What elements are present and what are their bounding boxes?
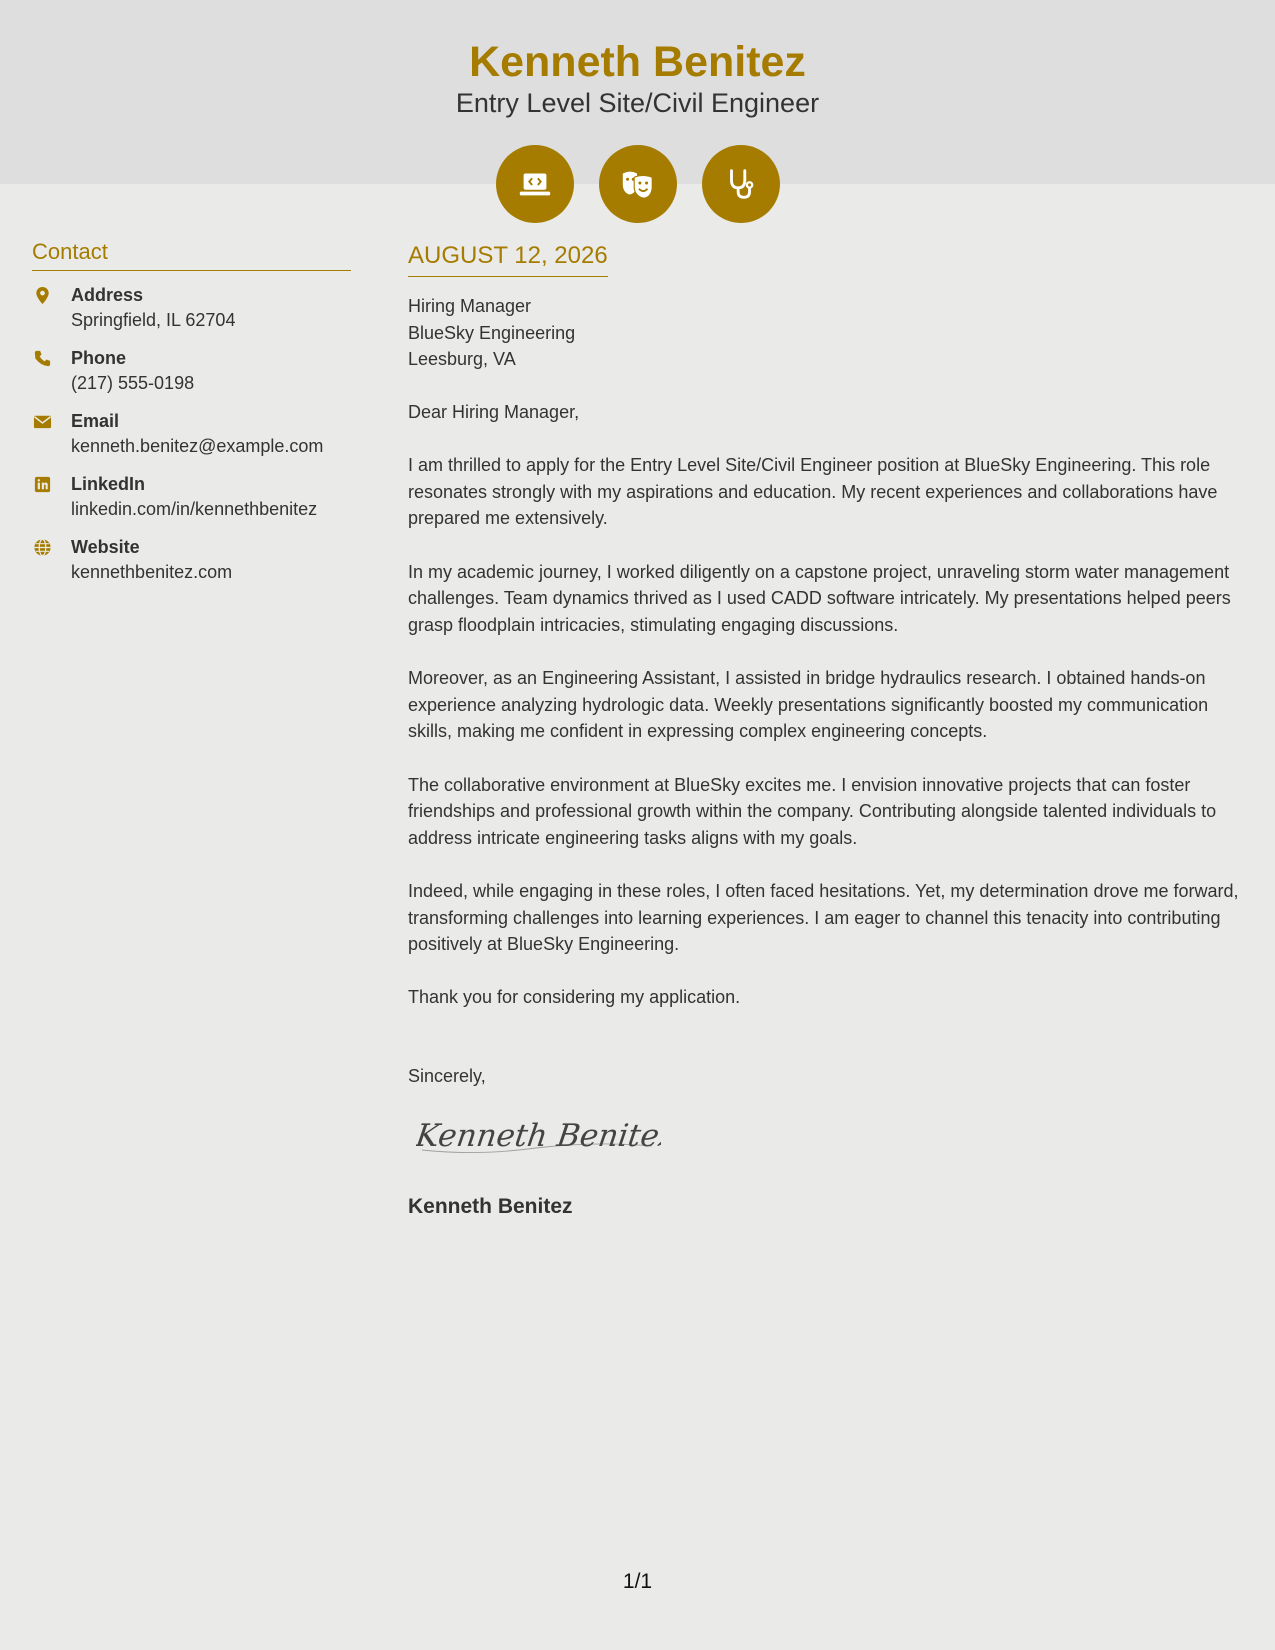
- contact-label: Address: [71, 285, 144, 305]
- contact-value[interactable]: kennethbenitez.com: [71, 562, 233, 582]
- recipient-block: [408, 293, 1255, 373]
- contact-label: Website: [71, 537, 140, 557]
- contact-value: (217) 555-0198: [71, 373, 195, 393]
- contact-item-linkedin: [32, 472, 351, 535]
- contact-item-phone: [32, 346, 351, 409]
- contact-label: Email: [71, 411, 120, 431]
- salutation: Dear Hiring Manager,: [408, 401, 580, 422]
- contact-sidebar: [32, 238, 351, 598]
- hobby-icon-row: [496, 145, 780, 223]
- signature-image: [416, 1108, 661, 1164]
- recipient-line: Leesburg, VA: [408, 349, 516, 369]
- sign-off: Sincerely,: [408, 1066, 486, 1086]
- page-number: 1/1: [622, 1570, 653, 1593]
- letter-paragraph: Indeed, while engaging in these roles, I often faced hesitations. Yet, my determination drove me forward, transforming challenges into learning experiences. I am eager to channel this tenacity into contributing positively at BlueSky Engineering.: [408, 881, 1239, 954]
- letter-paragraph: Moreover, as an Engineering Assistant, I assisted in bridge hydraulics research. I obtained hands-on experience analyzing hydrologic data. Weekly presentations significantly boosted my communication skills, making me confident in expressing complex engineering concepts.: [408, 668, 1209, 741]
- contact-list: [32, 283, 351, 598]
- signed-name: Kenneth Benitez: [408, 1194, 573, 1218]
- stethoscope-icon: [702, 145, 780, 223]
- phone-icon: [32, 348, 52, 368]
- letter-date: AUGUST 12, 2026: [408, 240, 608, 277]
- recipient-line: Hiring Manager: [408, 296, 532, 316]
- contact-item-website: [32, 535, 351, 598]
- contact-value: Springfield, IL 62704: [71, 310, 236, 330]
- map-pin-icon: [32, 285, 52, 305]
- contact-value[interactable]: kenneth.benitez@example.com: [71, 436, 324, 456]
- letter-body: [408, 240, 1255, 1221]
- signature-text: Kenneth Benitez: [416, 1117, 661, 1154]
- job-title: Entry Level Site/Civil Engineer: [455, 88, 820, 118]
- globe-icon: [32, 537, 52, 557]
- linkedin-icon: [32, 474, 52, 494]
- recipient-line: BlueSky Engineering: [408, 322, 576, 343]
- contact-label: Phone: [71, 348, 127, 368]
- laptop-code-icon: [496, 145, 574, 223]
- contact-heading: Contact: [32, 238, 351, 271]
- letter-paragraph: In my academic journey, I worked diligently on a capstone project, unraveling storm water management challenges. Team dynamics thrived as I used CADD software intricately. My presentations helped peers grasp floodplain intricacies, stimulating engaging discussions.: [408, 561, 1231, 635]
- theater-masks-icon: [599, 145, 677, 223]
- contact-item-address: [32, 283, 351, 346]
- contact-item-email: [32, 409, 351, 472]
- applicant-name: Kenneth Benitez: [469, 38, 806, 86]
- contact-label: LinkedIn: [71, 474, 146, 494]
- contact-value[interactable]: linkedin.com/in/kennethbenitez: [71, 499, 318, 519]
- thanks-line: Thank you for considering my application.: [408, 986, 741, 1007]
- letter-paragraph: I am thrilled to apply for the Entry Level Site/Civil Engineer position at BlueSky Engineering. This role resonates strongly with my aspirations and education. My recent experiences and collaborations have prepared me extensively.: [408, 455, 1218, 528]
- envelope-icon: [32, 411, 52, 431]
- letter-paragraph: The collaborative environment at BlueSky excites me. I envision innovative projects that can foster friendships and professional growth within the company. Contributing alongside talented individuals to address intricate engineering tasks aligns with my goals.: [408, 774, 1217, 848]
